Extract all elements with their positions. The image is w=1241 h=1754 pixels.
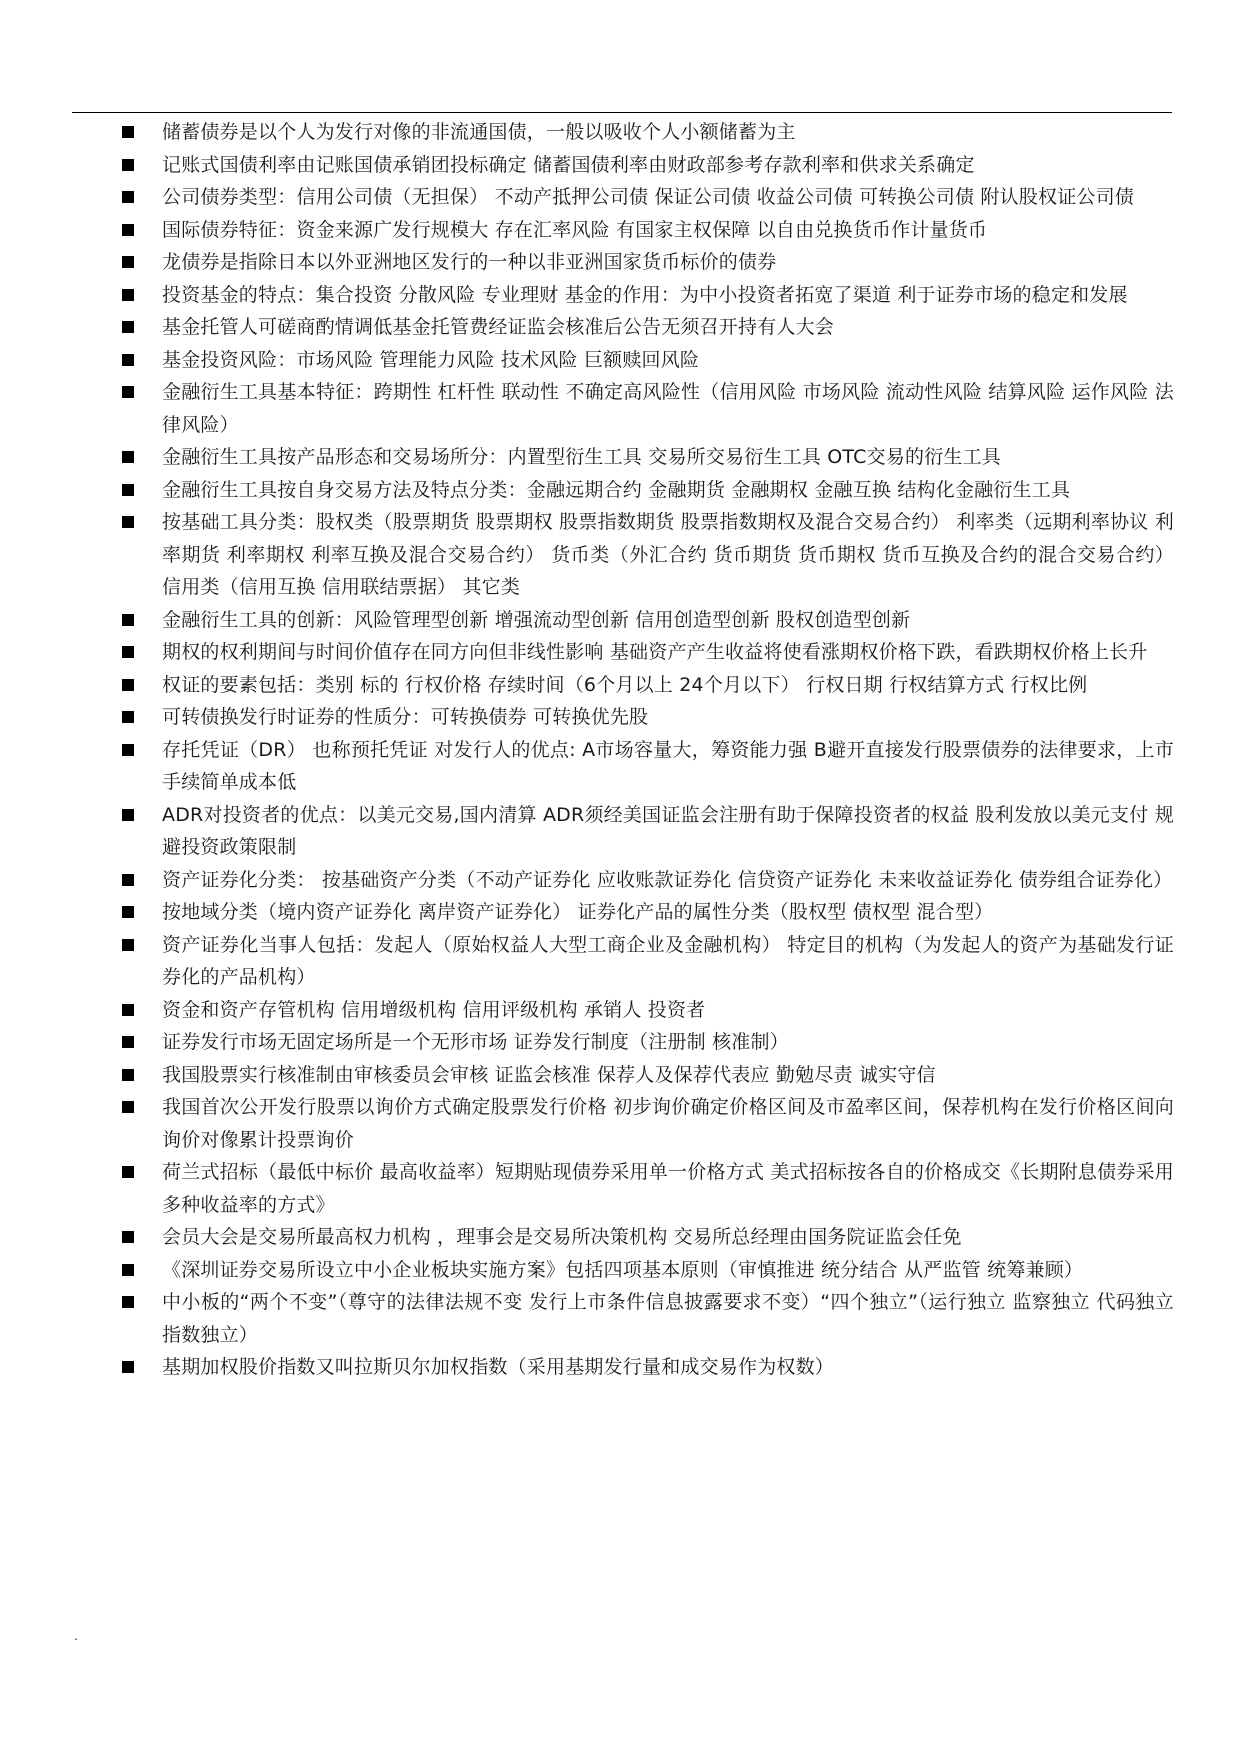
square-bullet-icon	[122, 191, 134, 203]
square-bullet-icon	[122, 256, 134, 268]
list-item-text: 记账式国债利率由记账国债承销团投标确定 储蓄国债利率由财政部参考存款利率和供求关系确定	[162, 153, 975, 176]
list-item-text: 我国首次公开发行股票以询价方式确定股票发行价格 初步询价确定价格区间及市盈率区间，保荐机构在发行价格区间向询价对像累计投票询价	[162, 1096, 1174, 1151]
list-item	[118, 734, 1174, 799]
list-item	[118, 1059, 1174, 1092]
list-item	[118, 1221, 1174, 1254]
list-item-text: 金融衍生工具基本特征：跨期性 杠杆性 联动性 不确定高风险性（信用风险 市场风险 流动性风险 结算风险 运作风险 法律风险）	[162, 381, 1174, 436]
list-item-text: 投资基金的特点：集合投资 分散风险 专业理财 基金的作用：为中小投资者拓宽了渠道 利于证券市场的稳定和发展	[162, 283, 1128, 306]
list-item-text: 金融衍生工具按自身交易方法及特点分类：金融远期合约 金融期货 金融期权 金融互换 结构化金融衍生工具	[162, 478, 1071, 501]
footer-mark: .	[74, 1629, 78, 1643]
list-item-text: 资产证券化当事人包括：发起人（原始权益人大型工商企业及金融机构） 特定目的机构（为发起人的资产为基础发行证券化的产品机构）	[162, 933, 1174, 988]
list-item	[118, 994, 1174, 1027]
list-item-text: 按地域分类（境内资产证券化 离岸资产证券化） 证券化产品的属性分类（股权型 债权型 混合型）	[162, 901, 994, 923]
square-bullet-icon	[122, 321, 134, 333]
list-item	[118, 636, 1174, 669]
list-item	[118, 1286, 1174, 1351]
list-item	[118, 376, 1174, 441]
square-bullet-icon	[122, 159, 134, 171]
list-item	[118, 799, 1174, 864]
list-item	[118, 181, 1174, 214]
list-item-text: 期权的权利期间与时间价值存在同方向但非线性影响 基础资产产生收益将使看涨期权价格下跌，看跌期权价格上长升	[162, 641, 1148, 663]
list-item	[118, 279, 1174, 312]
square-bullet-icon	[122, 744, 134, 756]
list-item-text: 《深圳证券交易所设立中小企业板块实施方案》包括四项基本原则（审慎推进 统分结合 从严监管 统筹兼顾）	[162, 1258, 1084, 1281]
list-item-text: 会员大会是交易所最高权力机构 ，理事会是交易所决策机构 交易所总经理由国务院证监会任免	[162, 1226, 962, 1248]
list-item-text: 金融衍生工具按产品形态和交易场所分：内置型衍生工具 交易所交易衍生工具 OTC交易的衍生工具	[162, 446, 1001, 468]
square-bullet-icon	[122, 1296, 134, 1308]
list-item-text: 资产证券化分类： 按基础资产分类（不动产证券化 应收账款证券化 信贷资产证券化 未来收益证券化 债券组合证券化）	[162, 868, 1173, 891]
list-item	[118, 1091, 1174, 1156]
square-bullet-icon	[122, 516, 134, 528]
square-bullet-icon	[122, 1231, 134, 1243]
square-bullet-icon	[122, 484, 134, 496]
square-bullet-icon	[122, 1264, 134, 1276]
square-bullet-icon	[122, 386, 134, 398]
list-item	[118, 441, 1174, 474]
list-item-text: 存托凭证（DR） 也称预托凭证 对发行人的优点: A市场容量大，筹资能力强 B避开直接发行股票债券的法律要求，上市手续简单成本低	[162, 738, 1174, 793]
square-bullet-icon	[122, 1361, 134, 1373]
list-item-text: 资金和资产存管机构 信用增级机构 信用评级机构 承销人 投资者	[162, 998, 706, 1021]
square-bullet-icon	[122, 451, 134, 463]
list-item	[118, 1156, 1174, 1221]
list-item	[118, 474, 1174, 507]
square-bullet-icon	[122, 939, 134, 951]
list-item-text: ADR对投资者的优点：以美元交易,国内清算 ADR须经美国证监会注册有助于保障投资者的权益 股利发放以美元支付 规避投资政策限制	[162, 803, 1174, 858]
list-item	[118, 929, 1174, 994]
list-item-text: 龙债券是指除日本以外亚洲地区发行的一种以非亚洲国家货币标价的债券	[162, 251, 777, 273]
square-bullet-icon	[122, 1166, 134, 1178]
list-item	[118, 246, 1174, 279]
square-bullet-icon	[122, 1069, 134, 1081]
list-item	[118, 669, 1174, 702]
list-item-text: 基金投资风险：市场风险 管理能力风险 技术风险 巨额赎回风险	[162, 348, 700, 371]
square-bullet-icon	[122, 126, 134, 138]
list-item-text: 国际债券特征：资金来源广发行规模大 存在汇率风险 有国家主权保障 以自由兑换货币作计量货币	[162, 218, 988, 241]
square-bullet-icon	[122, 874, 134, 886]
square-bullet-icon	[122, 906, 134, 918]
list-item	[118, 896, 1174, 929]
list-item-text: 基期加权股价指数又叫拉斯贝尔加权指数（采用基期发行量和成交易作为权数）	[162, 1356, 835, 1378]
list-item	[118, 116, 1174, 149]
list-item-text: 金融衍生工具的创新：风险管理型创新 增强流动型创新 信用创造型创新 股权创造型创新	[162, 608, 911, 631]
square-bullet-icon	[122, 646, 134, 658]
list-item-text: 中小板的“两个不变”（尊守的法律法规不变 发行上市条件信息披露要求不变）“四个独立”（运行独立 监察独立 代码独立 指数独立）	[162, 1291, 1174, 1346]
list-item-text: 证券发行市场无固定场所是一个无形市场 证券发行制度（注册制 核准制）	[162, 1031, 789, 1053]
list-item	[118, 344, 1174, 377]
bullet-list	[118, 116, 1174, 1384]
list-item-text: 权证的要素包括：类别 标的 行权价格 存续时间（6个月以上 24个月以下） 行权日期 行权结算方式 行权比例	[162, 673, 1088, 696]
list-item	[118, 214, 1174, 247]
square-bullet-icon	[122, 289, 134, 301]
list-item-text: 可转债换发行时证券的性质分：可转换债券 可转换优先股	[162, 706, 649, 728]
square-bullet-icon	[122, 224, 134, 236]
header-rule	[72, 112, 1172, 113]
square-bullet-icon	[122, 809, 134, 821]
list-item-text: 我国股票实行核准制由审核委员会审核 证监会核准 保荐人及保荐代表应 勤勉尽责 诚实守信	[162, 1063, 936, 1086]
square-bullet-icon	[122, 614, 134, 626]
square-bullet-icon	[122, 1036, 134, 1048]
list-item-text: 荷兰式招标（最低中标价 最高收益率）短期贴现债券采用单一价格方式 美式招标按各自的价格成交《长期附息债券采用多种收益率的方式》	[162, 1161, 1174, 1216]
list-item-text: 公司债券类型：信用公司债（无担保） 不动产抵押公司债 保证公司债 收益公司债 可转换公司债 附认股权证公司债	[162, 186, 1135, 208]
list-item	[118, 1351, 1174, 1384]
list-item	[118, 864, 1174, 897]
square-bullet-icon	[122, 1101, 134, 1113]
list-item	[118, 701, 1174, 734]
list-item	[118, 311, 1174, 344]
list-item	[118, 1254, 1174, 1287]
list-item	[118, 604, 1174, 637]
list-item-text: 基金托管人可磋商酌情调低基金托管费经证监会核准后公告无须召开持有人大会	[162, 316, 835, 338]
square-bullet-icon	[122, 1004, 134, 1016]
square-bullet-icon	[122, 679, 134, 691]
list-item-text: 按基础工具分类：股权类（股票期货 股票期权 股票指数期货 股票指数期权及混合交易合约） 利率类（远期利率协议 利率期货 利率期权 利率互换及混合交易合约） 货币类（外汇合约 货币期货 货币期权 货币互换及合约的混合交易合约）信用类（信用互换 信用联结票据） 其它类	[162, 511, 1174, 598]
list-item	[118, 506, 1174, 604]
square-bullet-icon	[122, 354, 134, 366]
square-bullet-icon	[122, 711, 134, 723]
list-item-text: 储蓄债券是以个人为发行对像的非流通国债，一般以吸收个人小额储蓄为主	[162, 121, 796, 143]
list-item	[118, 1026, 1174, 1059]
list-item	[118, 149, 1174, 182]
